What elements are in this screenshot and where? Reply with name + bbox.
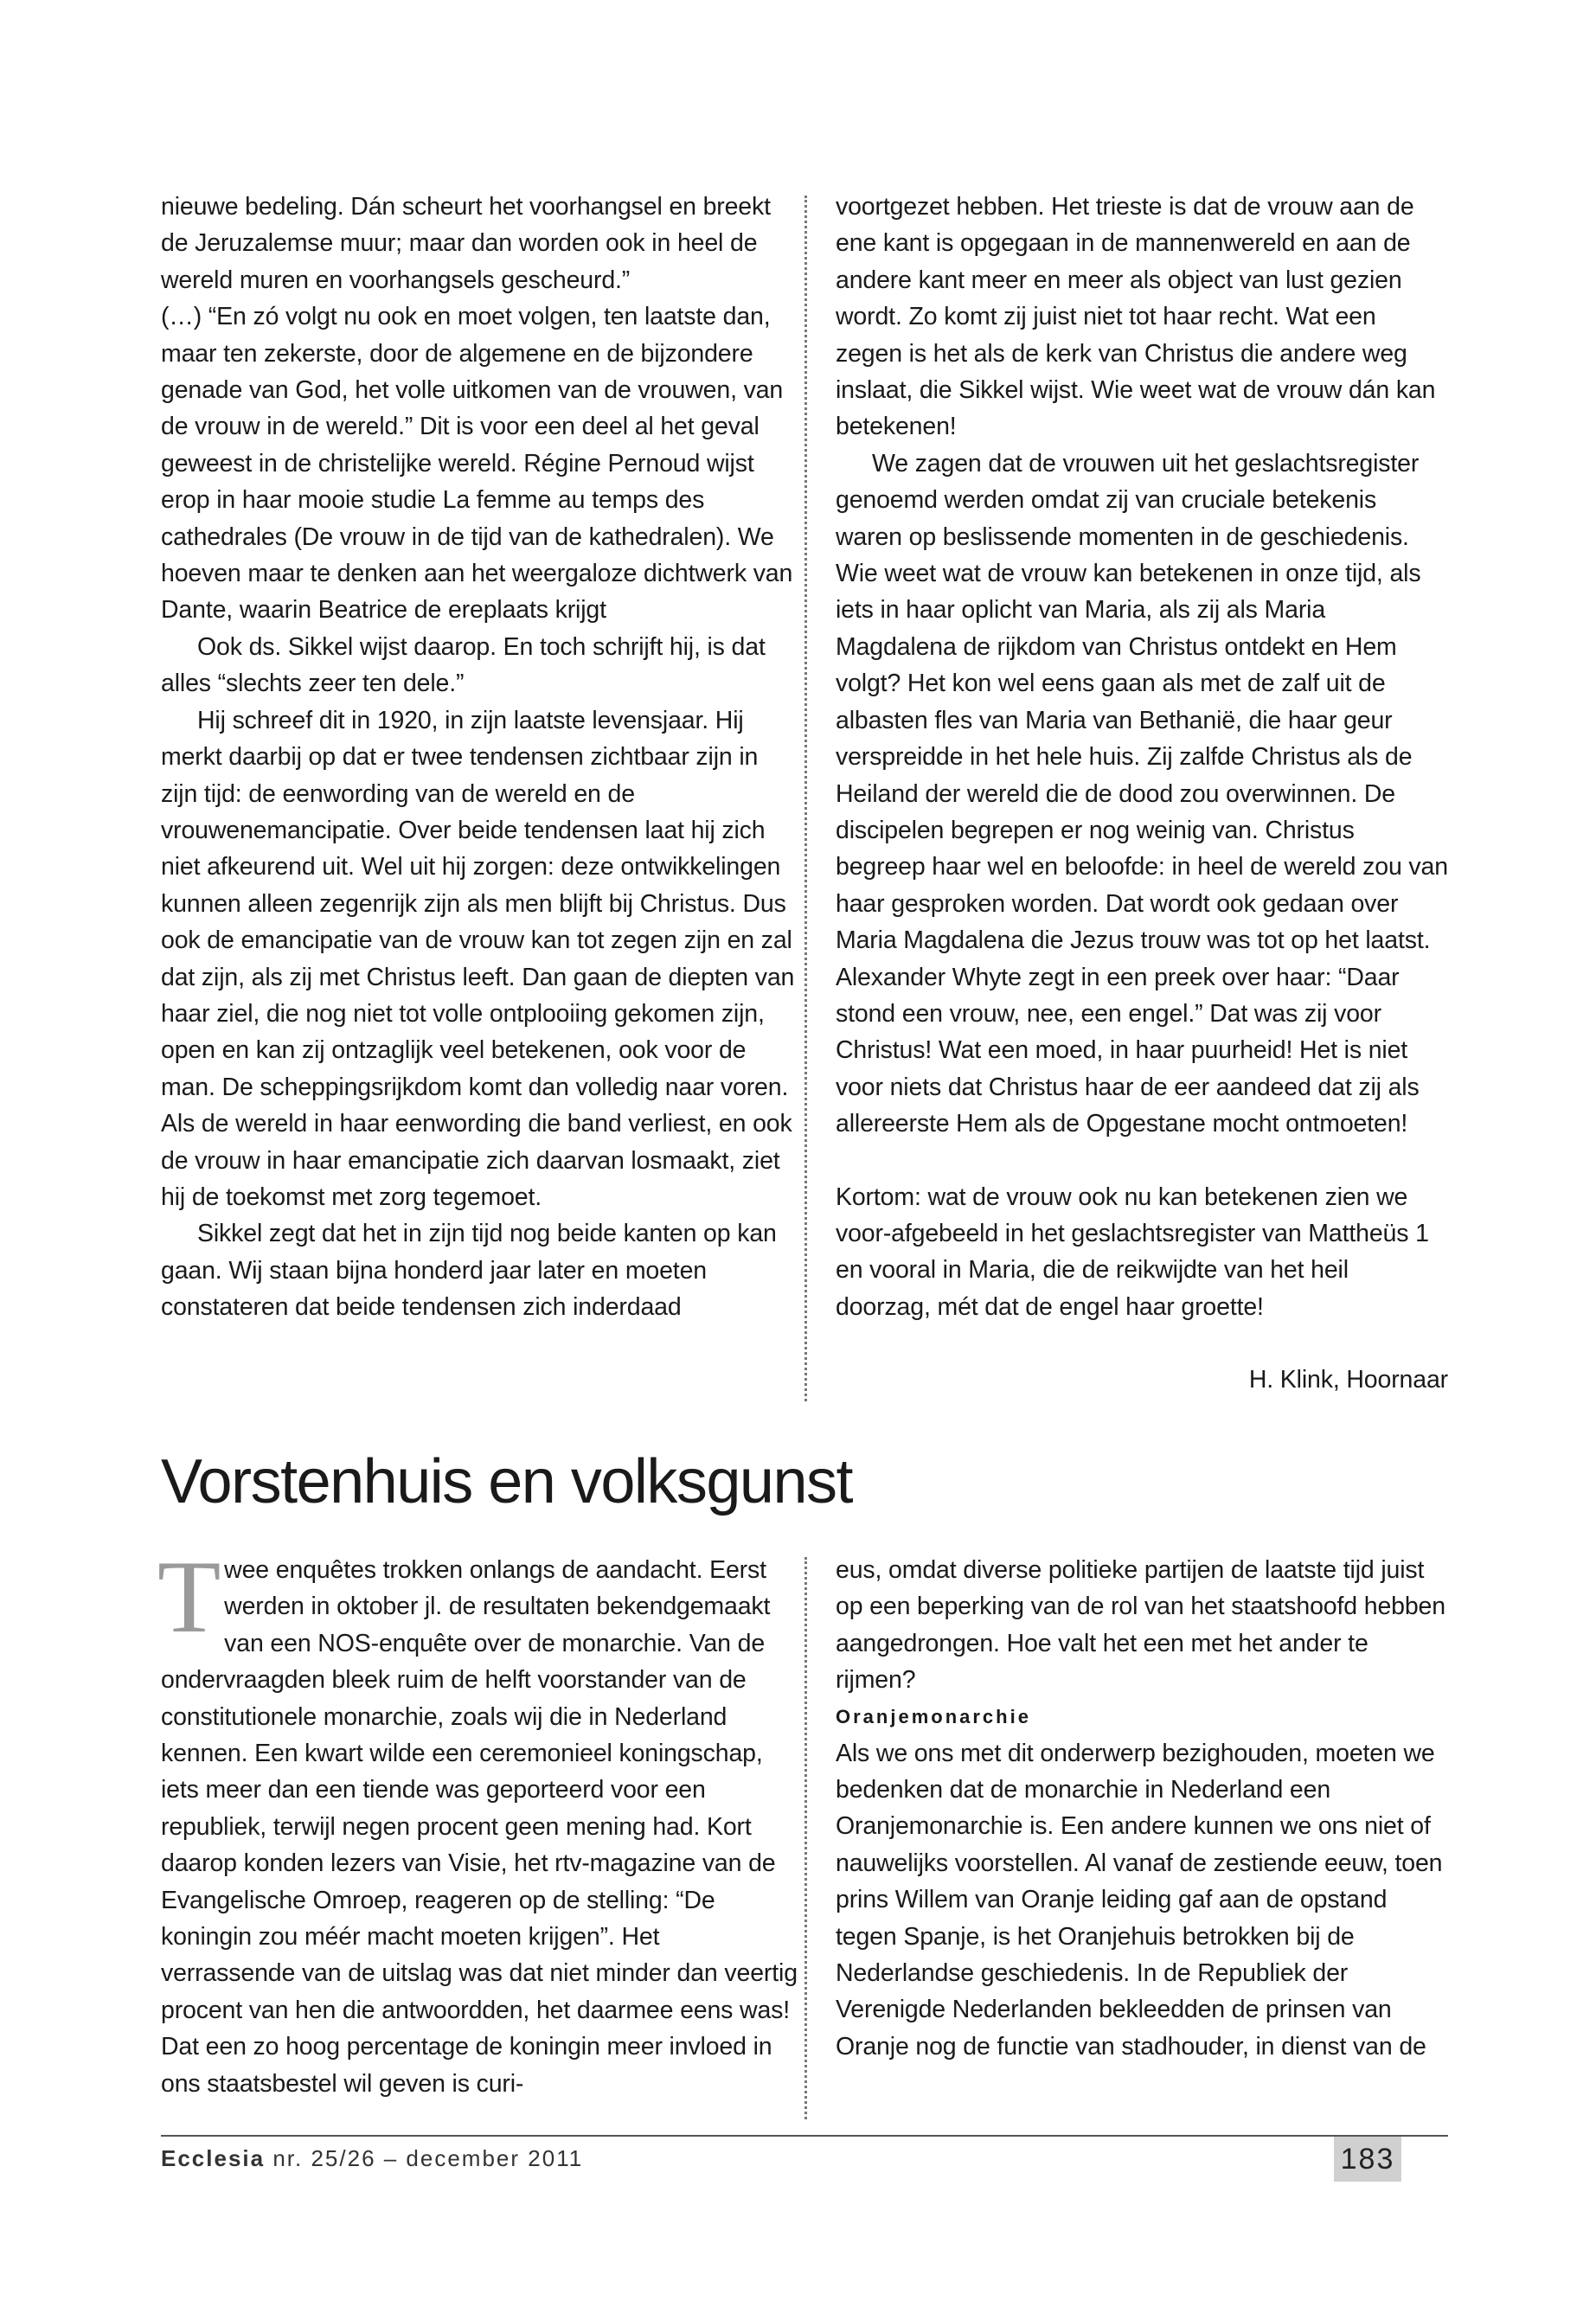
column-divider: [804, 195, 807, 1401]
drop-cap: T: [157, 1539, 221, 1654]
column-divider: [804, 1557, 807, 2119]
article1-column1: [161, 189, 799, 1326]
article2-column2: [836, 1552, 1448, 2065]
paragraph: (…) “En zó volgt nu ook en moet volgen, ten laatste dan, maar ten zekerste, door de algemene en de bijzondere genade van God, het volle uitkomen van de vrouwen, van de vrouw in de wereld.” Dit is voor een deel al het geval geweest in de christelijke wereld. Régine Pernoud wijst erop in haar mooie studie La femme au temps des cathedrales (De vrouw in de tijd van de kathedralen). We hoeven maar te denken aan het weergaloze dichtwerk van Dante, waarin Beatrice de ereplaats krijgt: [161, 303, 793, 625]
paragraph: Hij schreef dit in 1920, in zijn laatste levensjaar. Hij merkt daarbij op dat er twee tendensen zichtbaar zijn in zijn tijd: de eenwording van de wereld en de vrouwenemancipatie. Over beide tendensen laat hij zich niet afkeurend uit. Wel uit hij zorgen: deze ontwikkelingen kunnen alleen zegenrijk zijn als men blijft bij Christus. Dus ook de emancipatie van de vrouw kan tot zegen zijn en zal dat zijn, als zij met Christus leeft. Dan gaan de diepten van haar ziel, die nog niet tot volle ontplooiing gekomen zijn, open en kan zij ontzaglijk veel betekenen, ook voor de man. De scheppingsrijkdom komt dan volledig naar voren. Als de wereld in haar eenwording die band verliest, en ook de vrouw in haar emancipatie zich daarvan losmaakt, ziet hij de toekomst met zorg tegemoet.: [161, 706, 795, 1211]
paragraph: eus, omdat diverse politieke partijen de laatste tijd juist op een beperking van de rol van het staatshoofd hebben aangedrongen. Hoe valt het een met het ander te rijmen?: [836, 1556, 1445, 1695]
issue-info: nr. 25/26 – december 2011: [272, 2145, 584, 2171]
article-headline: Vorstenhuis en volksgunst: [161, 1447, 853, 1516]
paragraph: Kortom: wat de vrouw ook nu kan betekenen zien we voor-afgebeeld in het geslachtsregister van Mattheüs 1 en vooral in Maria, die de reikwijdte van het heil doorzag, mét dat de engel haar groette!: [836, 1183, 1429, 1321]
footer-rule: [161, 2135, 1448, 2137]
paragraph: Als we ons met dit onderwerp bezighouden, moeten we bedenken dat de monarchie in Nederland een Oranjemonarchie is. Een andere kunnen we ons niet of nauwelijks voorstellen. Al vanaf de zestiende eeuw, toen prins Willem van Oranje leiding gaf aan de opstand tegen Spanje, is het Oranjehuis betrokken bij de Nederlandse geschiedenis. In de Republiek der Verenigde Nederlanden bekleedden de prinsen van Oranje nog de functie van stadhouder, in dienst van de: [836, 1739, 1443, 2061]
article1-column2: [836, 189, 1448, 1399]
paragraph-text: wee enquêtes trokken onlangs de aandacht. Eerst werden in oktober jl. de resultaten bekendgemaakt van een NOS-enquête over de monarchie. Van de ondervraagden bleek ruim de helft voorstander van de constitutionele monarchie, zoals wij die in Nederland kennen. Een kwart wilde een ceremonieel koningschap, iets meer dan een tiende was geporteerd voor een republiek, terwijl negen procent geen mening had. Kort daarop konden lezers van Visie, het rtv-magazine van de Evangelische Omroep, reageren op de stelling: “De koningin zou méér macht moeten krijgen”. Het verrassende van de uitslag was dat niet minder dan veertig procent van hen die antwoordden, het daarmee eens was! Dat een zo hoog percentage de koningin meer invloed in ons staatsbestel wil geven is curi-: [161, 1556, 798, 2098]
subheading: Oranjemonarchie: [836, 1705, 1031, 1727]
magazine-name: Ecclesia: [161, 2145, 266, 2171]
paragraph: Ook ds. Sikkel wijst daarop. En toch schrijft hij, is dat alles “slechts zeer ten dele.”: [161, 632, 766, 698]
paragraph: nieuwe bedeling. Dán scheurt het voorhangsel en breekt de Jeruzalemse muur; maar dan worden ook in heel de wereld muren en voorhangsels gescheurd.”: [161, 193, 771, 294]
footer: [161, 2145, 583, 2172]
paragraph: voortgezet hebben. Het trieste is dat de vrouw aan de ene kant is opgegaan in de mannenwereld en aan de andere kant meer en meer als object van lust gezien wordt. Zo komt zij juist niet tot haar recht. Wat een zegen is het als de kerk van Christus die andere weg inslaat, die Sikkel wijst. Wie weet wat de vrouw dán kan betekenen!: [836, 193, 1436, 441]
paragraph: We zagen dat de vrouwen uit het geslachtsregister genoemd werden omdat zij van cruciale betekenis waren op beslissende momenten in de geschiedenis. Wie weet wat de vrouw kan betekenen in onze tijd, als iets in haar oplicht van Maria, als zij als Maria Magdalena de rijkdom van Christus ontdekt en Hem volgt? Het kon wel eens gaan als met de zalf uit de albasten fles van Maria van Bethanië, die haar geur verspreidde in het hele huis. Zij zalfde Christus als de Heiland der wereld die de dood zou overwinnen. De discipelen begrepen er nog weinig van. Christus begreep haar wel en beloofde: in heel de wereld zou van haar gesproken worden. Dat wordt ook gedaan over Maria Magdalena die Jezus trouw was tot op het laatst. Alexander Whyte zegt in een preek over haar: “Daar stond een vrouw, nee, een engel.” Dat was zij voor Christus! Wat een moed, in haar puurheid! Het is niet voor niets dat Christus haar de eer aandeed dat zij als allereerste Hem als de Opgestane mocht ontmoeten!: [836, 449, 1448, 1138]
paragraph: [157, 1539, 799, 2102]
page-number: 183: [1334, 2137, 1401, 2182]
author-signature: H. Klink, Hoornaar: [1248, 1366, 1448, 1394]
paragraph: Sikkel zegt dat het in zijn tijd nog beide kanten op kan gaan. Wij staan bijna honderd jaar later en moeten constateren dat beide tendensen zich inderdaad: [161, 1220, 777, 1322]
article2-column1: [157, 1539, 799, 2102]
